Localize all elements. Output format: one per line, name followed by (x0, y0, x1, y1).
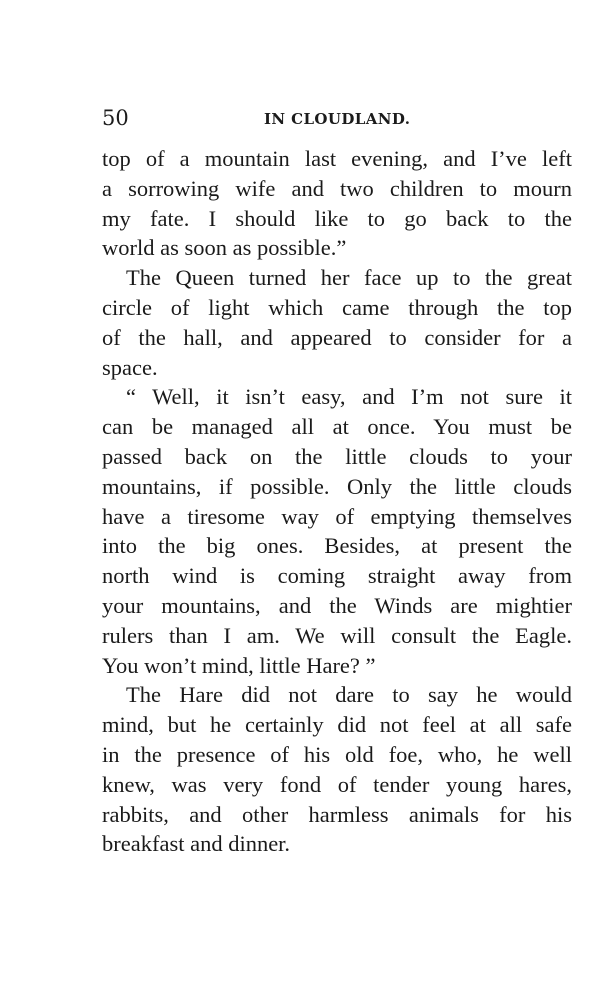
text-line: a sorrowing wife and two children to mourn (102, 175, 572, 201)
text-line: The Queen turned her face up to the great (126, 265, 572, 291)
text-line: your mountains, and the Winds are mightier (102, 592, 572, 618)
text-line: mind, but he certainly did not feel at all safe (102, 712, 572, 738)
text-line: rulers than I am. We will consult the Eagle. (102, 622, 572, 648)
text-line: my fate. I should like to go back to the (102, 205, 572, 231)
text-line: of the hall, and appeared to consider for a (102, 324, 572, 350)
text-line: breakfast and dinner. (102, 831, 291, 857)
text-line: knew, was very fond of tender young hares, (102, 771, 572, 797)
page-header (102, 105, 572, 133)
body-text (102, 144, 572, 859)
text-line: circle of light which came through the top (102, 294, 572, 320)
text-line: north wind is coming straight away from (102, 563, 572, 589)
text-line: The Hare did not dare to say he would (126, 682, 572, 708)
text-line: You won’t mind, little Hare? ” (102, 652, 376, 678)
text-line: have a tiresome way of emptying themselves (102, 503, 572, 529)
text-line: can be managed all at once. You must be (102, 414, 572, 440)
text-line: space. (102, 354, 158, 380)
page-number: 50 (102, 106, 129, 130)
text-line: top of a mountain last evening, and I’ve left (102, 146, 572, 171)
running-head: IN CLOUDLAND. (264, 110, 411, 128)
text-line: mountains, if possible. Only the little clouds (102, 473, 572, 499)
text-line: “ Well, it isn’t easy, and I’m not sure it (126, 384, 572, 410)
text-line: world as soon as possible.” (102, 235, 347, 261)
text-line: into the big ones. Besides, at present the (102, 533, 572, 559)
text-line: passed back on the little clouds to your (102, 443, 572, 469)
text-line: in the presence of his old foe, who, he well (102, 741, 572, 767)
text-line: rabbits, and other harmless animals for his (102, 801, 572, 827)
